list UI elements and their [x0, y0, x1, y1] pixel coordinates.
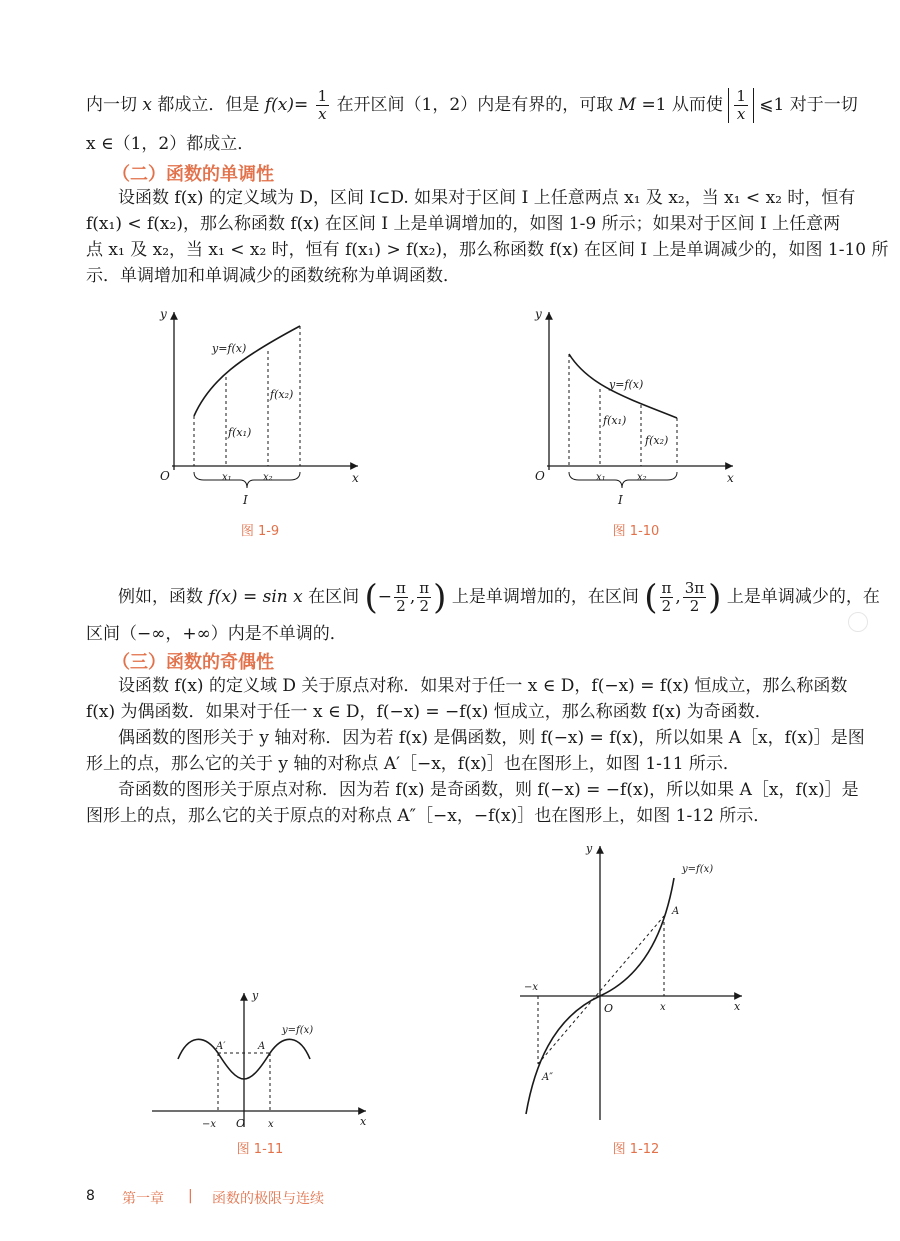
text: 内一切: [86, 95, 137, 115]
origin-label: O: [160, 469, 170, 483]
paragraph-line: 偶函数的图形关于 y 轴对称．因为若 f(x) 是偶函数，则 f(−x) = f(x)，所以如果 A［x，f(x)］是图: [118, 728, 865, 748]
function-label: y=f(x): [282, 1025, 314, 1036]
chapter-title: 函数的极限与连续: [212, 1191, 324, 1207]
paragraph-line: f(x₁) < f(x₂)，那么称函数 f(x) 在区间 I 上是单调增加的，如图 1-9 所示；如果对于区间 I 上任意两: [86, 214, 841, 234]
function-label: y=f(x): [682, 864, 714, 875]
example-line-2: 区间（−∞，+∞）内是不单调的．: [86, 624, 347, 644]
paragraph-line: 设函数 f(x) 的定义域为 D，区间 I⊂D. 如果对于区间 I 上任意两点 x₁ 及 x₂，当 x₁ < x₂ 时，恒有: [118, 188, 856, 208]
watermark-logo: [848, 612, 868, 632]
x2-label: x₂: [637, 472, 647, 483]
footer-divider: |: [188, 1188, 193, 1204]
y-label: y: [160, 307, 167, 321]
function-label: y=f(x): [212, 342, 247, 355]
intro-line-1: [86, 88, 858, 123]
section-heading-monotonic: （二）函数的单调性: [112, 164, 274, 185]
fx2-label: f(x₂): [270, 388, 294, 401]
text: =1 从而使: [641, 95, 723, 115]
interval-brace: [194, 472, 300, 488]
text: 都成立．但是: [157, 95, 260, 115]
neg-x-label: −x: [202, 1119, 217, 1130]
figure-caption: 图 1-10: [612, 524, 660, 539]
figure-1-10: [527, 300, 747, 520]
x1-label: x₁: [222, 472, 232, 483]
text: M: [618, 95, 637, 115]
section-heading-parity: （三）函数的奇偶性: [112, 652, 274, 673]
figure-caption: 图 1-12: [612, 1142, 660, 1157]
neg-x-label: −x: [524, 982, 539, 993]
increasing-curve: [194, 326, 300, 416]
pos-x-label: x: [268, 1119, 274, 1130]
paragraph-line: f(x) 为偶函数．如果对于任一 x ∈ D，f(−x) = −f(x) 恒成立，那么称函数 f(x) 为奇函数．: [86, 702, 772, 722]
fraction-1-over-x: $\frac{1}{x}$: [317, 87, 328, 123]
paragraph-line: 点 x₁ 及 x₂，当 x₁ < x₂ 时，恒有 f(x₁) > f(x₂)，那么称函数 f(x) 在区间 I 上是单调减少的，如图 1-10 所: [86, 240, 889, 260]
figure-caption: 图 1-9: [240, 524, 280, 539]
paragraph-line: 设函数 f(x) 的定义域 D 关于原点对称．如果对于任一 x ∈ D，f(−x) = f(x) 恒成立，那么称函数: [118, 676, 848, 696]
point-a-double-prime: A″: [542, 1072, 553, 1083]
point-a: A: [258, 1041, 266, 1052]
y-label: y: [586, 842, 593, 855]
page-number: 8: [86, 1188, 95, 1204]
figure-caption: 图 1-11: [236, 1142, 284, 1157]
y-label: y: [252, 989, 259, 1002]
intro-line-2: x ∈（1，2）都成立．: [86, 134, 255, 154]
interval-label: I: [618, 493, 623, 507]
origin-label: O: [236, 1117, 246, 1130]
abs-fraction: $\frac{1}{x}$: [728, 88, 754, 123]
figure-1-12: [512, 838, 752, 1128]
x1-label: x₁: [596, 472, 606, 483]
fx2-label: f(x₂): [645, 434, 669, 447]
chapter-label: 第一章: [122, 1191, 164, 1207]
interval-label: I: [243, 493, 248, 507]
text: ⩽1 对于一切: [759, 95, 858, 115]
x2-label: x₂: [263, 472, 273, 483]
origin-label: O: [604, 1002, 614, 1015]
function-label: y=f(x): [609, 378, 644, 391]
figure-1-11: [148, 985, 388, 1145]
x-label: x: [360, 1115, 367, 1128]
paragraph-line: 奇函数的图形关于原点对称．因为若 f(x) 是奇函数，则 f(−x) = −f(x)，所以如果 A［x，f(x)］是: [118, 780, 859, 800]
interval-brace: [569, 472, 677, 488]
paragraph-line: 图形上的点，那么它的关于原点的对称点 A″［−x，−f(x)］也在图形上，如图 1-12 所示．: [86, 806, 771, 826]
example-line-1: 例如，函数 f(x) = sin x 在区间 (− $\frac{\pi}{2}$ , $\frac{\pi}{2}$ ) 上是单调增加的，在区间 ( $\frac{\pi}{2}$ , $\frac{3\pi}{2}$ ) 上是单调减少的，在: [118, 577, 880, 618]
figure-1-9: [150, 300, 370, 520]
text: f(x)=: [264, 95, 309, 115]
fx1-label: f(x₁): [603, 414, 627, 427]
pos-x-label: x: [660, 1002, 666, 1013]
fx1-label: f(x₁): [228, 426, 252, 439]
y-label: y: [535, 307, 542, 321]
paragraph-line: 示．单调增加和单调减少的函数统称为单调函数．: [86, 266, 460, 286]
point-a-prime: A′: [216, 1041, 226, 1052]
dashed-line: [538, 916, 664, 1064]
point-a: A: [672, 906, 680, 917]
text: x: [142, 95, 152, 115]
x-label: x: [734, 1000, 741, 1013]
origin-label: O: [535, 469, 545, 483]
x-label: x: [352, 471, 359, 485]
x-label: x: [727, 471, 734, 485]
text: 在开区间（1，2）内是有界的，可取: [336, 95, 614, 115]
paragraph-line: 形上的点，那么它的关于 y 轴的对称点 A′［−x，f(x)］也在图形上，如图 1-11 所示．: [86, 754, 740, 774]
